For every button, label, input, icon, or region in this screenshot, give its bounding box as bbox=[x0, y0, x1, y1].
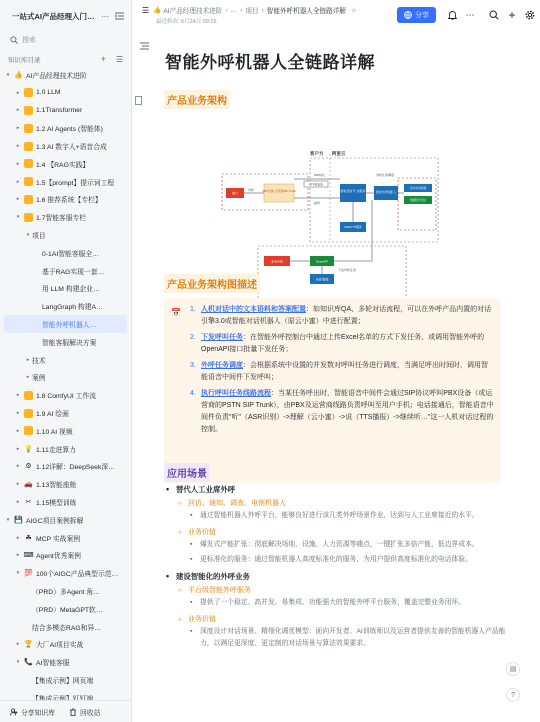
sidebar-item[interactable] bbox=[0, 547, 131, 565]
diagram-edge-sip: SIP协议 bbox=[314, 173, 325, 177]
folder-icon bbox=[24, 142, 33, 151]
scene-group bbox=[178, 525, 506, 539]
chevron-right-icon[interactable]: ▸ bbox=[26, 356, 30, 363]
sidebar-item-label: 1.12详解：DeepSeek深… bbox=[36, 464, 115, 472]
emoji-icon: ⚙ bbox=[25, 463, 32, 471]
diagram-edge-connect: 接听 bbox=[314, 201, 321, 205]
sidebar-header bbox=[0, 0, 131, 32]
callout-item-body: ：会根据系统中设置的并发数对呼叫任务进行调度，当满足呼出时间时，调用智能语音中间件下发呼叫； bbox=[201, 362, 488, 381]
folder-icon bbox=[24, 195, 33, 204]
callout-item-heading[interactable]: 执行呼叫任务线路流程 bbox=[201, 390, 271, 397]
sidebar-item[interactable] bbox=[0, 119, 131, 137]
diagram-edge-create-task: 下发外呼任务 bbox=[338, 268, 357, 272]
sidebar-item-label: 基于RAG实现一套… bbox=[42, 268, 105, 276]
sidebar-item-label: 1.4 【RAG实践】 bbox=[36, 161, 90, 169]
sidebar-item-label: 1.9 AI 绘画 bbox=[36, 411, 69, 419]
bullet-icon: • bbox=[166, 571, 170, 581]
scene-point-text: 提供了一个稳定、高并发、易集成、功能强大的智能外呼平台服务，覆盖完整业务闭环。 bbox=[200, 599, 466, 606]
hamburger-icon[interactable]: ☰ bbox=[142, 5, 150, 15]
sidebar-item-label: LangGraph 构建A… bbox=[42, 304, 103, 312]
sidebar-item[interactable] bbox=[0, 511, 131, 529]
sidebar-item-label: （PRD）MetaGPT软… bbox=[32, 606, 103, 614]
scene-title bbox=[166, 569, 506, 583]
crumb-current[interactable]: 智能外呼机器人全链路详解 bbox=[266, 8, 346, 15]
chevron-right-icon[interactable]: ▸ bbox=[16, 534, 20, 541]
bullet-icon: ◦ bbox=[178, 498, 182, 508]
bullet-icon: ▪ bbox=[190, 556, 193, 563]
chevron-right-icon[interactable]: ▸ bbox=[16, 481, 20, 488]
document bbox=[132, 30, 532, 722]
chevron-right-icon[interactable]: ▸ bbox=[16, 178, 20, 185]
breadcrumb: ☰ 👍 AI产品经理技术进阶 › … › 项目 › 智能外呼机器人全链路详解 ☆ bbox=[142, 5, 357, 15]
sidebar-item[interactable] bbox=[0, 671, 131, 689]
chevron-right-icon[interactable]: ▸ bbox=[16, 410, 20, 417]
sidebar-item-label: 1.15模型训练 bbox=[36, 500, 77, 508]
add-icon[interactable]: + bbox=[508, 8, 516, 22]
sidebar-item[interactable] bbox=[0, 280, 131, 298]
diagram-edge-outbound: 外呼 bbox=[248, 188, 255, 192]
callout-item bbox=[190, 332, 494, 356]
sidebar-item-label: MCP 实战案例 bbox=[36, 535, 81, 543]
sidebar-item[interactable] bbox=[0, 155, 131, 173]
scene-point-text: 爆发式产能扩张：彻底解决场地、设施、人力资源等痛点，一键扩张多倍产能，低边界成本。 bbox=[200, 541, 479, 548]
diagram-node-trunk-label: PBX设备/ 运营商SIP Trunk bbox=[262, 189, 296, 193]
folder-icon bbox=[24, 124, 33, 133]
sidebar-item-label: 1.13智能座舱 bbox=[36, 482, 77, 490]
heading-scenes: 应用场景 bbox=[164, 463, 210, 482]
sidebar-item[interactable] bbox=[0, 564, 131, 582]
emoji-icon: 💯 bbox=[24, 570, 33, 578]
callout-item-body: ：当某任务呼出时，智能语音中间件会通过SIP协议呼叫PBX设备（或运营商的PSTN SIP Trunk），由PBX及运营商线路负责呼叫至用户手机；电话接通后，智能语音中间件负责"听"（ASR识别）->理解（云小蜜）->说（TTS播报）->继续听…"这一人机对话过程的控制。 bbox=[201, 390, 494, 433]
sidebar-item-label: 用 LLM 构建企业… bbox=[42, 286, 100, 294]
share-wiki-icon bbox=[10, 708, 18, 716]
share-icon bbox=[404, 11, 412, 19]
scene-point-text: 更标准化的服务：通过智能机器人高度标准化的服务，为用户提供高度标准化的电话体验。 bbox=[200, 556, 472, 563]
diagram-node-engine bbox=[340, 184, 366, 202]
bullet-icon: ◦ bbox=[178, 614, 182, 624]
callout-item-heading[interactable]: 下发呼叫任务 bbox=[201, 334, 243, 341]
sidebar-item-label: 1.0 LLM bbox=[36, 89, 61, 97]
sidebar-item[interactable] bbox=[0, 653, 131, 671]
sidebar-item-label: AI智能客服 bbox=[36, 660, 70, 668]
scene-point bbox=[190, 510, 506, 522]
folder-icon bbox=[24, 106, 33, 115]
sidebar-item[interactable] bbox=[0, 422, 131, 440]
scene-point bbox=[190, 554, 506, 566]
scene-group bbox=[178, 583, 506, 597]
sidebar-item-label: 案例 bbox=[32, 375, 46, 383]
sidebar-item-label: 0-1AI智能客服全… bbox=[42, 250, 100, 258]
callout-item bbox=[190, 388, 494, 436]
gear-icon[interactable] bbox=[522, 7, 538, 23]
emoji-icon: 💡 bbox=[24, 445, 33, 453]
callout-item bbox=[190, 360, 494, 384]
sidebar-item[interactable] bbox=[0, 84, 131, 102]
bullet-icon: ▪ bbox=[190, 512, 193, 519]
scenes-list bbox=[166, 482, 506, 653]
scene-point bbox=[190, 626, 506, 650]
scene-title bbox=[166, 482, 506, 496]
sidebar-item[interactable] bbox=[0, 529, 131, 547]
outline-icon[interactable] bbox=[140, 42, 149, 52]
chevron-right-icon[interactable]: ▸ bbox=[16, 552, 20, 559]
scene-group-text: 业务价值 bbox=[188, 616, 216, 623]
search-icon bbox=[10, 36, 18, 44]
chevron-right-icon[interactable]: ▸ bbox=[26, 374, 30, 381]
scene-group-text: 平台级智能外呼服务 bbox=[188, 587, 251, 594]
trash-button[interactable] bbox=[69, 707, 100, 717]
sidebar-item[interactable] bbox=[0, 173, 131, 191]
scene-title-text: 建设智能化的外呼业务 bbox=[176, 571, 250, 581]
folder-icon bbox=[24, 409, 33, 418]
callout-item-heading[interactable]: 外呼任务调度 bbox=[201, 362, 243, 369]
sidebar-item[interactable] bbox=[0, 404, 131, 422]
bullet-icon: ▪ bbox=[190, 628, 193, 635]
scene-group-text: 回访、通知、调查、电销机器人 bbox=[188, 500, 286, 507]
sidebar-item-label: AI产品经理技术进阶 bbox=[26, 72, 87, 80]
sidebar-item[interactable] bbox=[0, 102, 131, 120]
trash-label: 回收站 bbox=[79, 709, 101, 717]
sidebar-item-label: 项目 bbox=[32, 233, 46, 241]
sidebar-item[interactable] bbox=[0, 440, 131, 458]
emoji-icon: ✂ bbox=[25, 499, 32, 507]
crumb-root[interactable]: AI产品经理技术进阶 bbox=[163, 8, 223, 15]
sidebar-item-label: 100个AIGC产品典型示范… bbox=[36, 571, 119, 579]
sidebar-item[interactable] bbox=[0, 262, 131, 280]
chevron-right-icon[interactable]: ▸ bbox=[16, 427, 20, 434]
sidebar-item-label: 1.5【prompt】提示词工程 bbox=[36, 179, 115, 187]
share-wiki-label: 分享知识库 bbox=[21, 709, 55, 717]
sidebar-item[interactable] bbox=[0, 475, 131, 493]
bell-icon[interactable] bbox=[444, 7, 460, 23]
chevron-down-icon[interactable]: ▾ bbox=[16, 570, 20, 577]
diagram-node-data-label: 数据报表分析 bbox=[410, 199, 426, 203]
callout-item-number: 1. bbox=[190, 306, 196, 313]
chevron-down-icon[interactable]: ▾ bbox=[26, 232, 30, 239]
list-icon[interactable]: ☰ bbox=[115, 54, 123, 64]
emoji-icon: 🚗 bbox=[24, 481, 33, 489]
sidebar-item[interactable] bbox=[0, 351, 131, 369]
diagram-node-admin-label: 坐席/管理 bbox=[315, 277, 329, 282]
scene-point bbox=[190, 539, 506, 551]
sidebar-item[interactable] bbox=[0, 582, 131, 600]
sidebar-item[interactable] bbox=[4, 315, 127, 333]
callout-item-body: ：如知识库QA、多轮对话流程，可以在外呼产品内置的对话引擎3.0或智能对话机器人（原云小蜜）中进行配置； bbox=[201, 306, 492, 325]
sidebar-search[interactable] bbox=[6, 32, 125, 48]
heading-architecture-desc: 产品业务架构图描述 bbox=[164, 274, 260, 293]
sidebar-item[interactable] bbox=[0, 66, 131, 84]
sidebar-item[interactable] bbox=[0, 636, 131, 654]
diagram-node-trunk bbox=[264, 184, 294, 202]
scene-title-text: 替代人工业席外呼 bbox=[176, 484, 236, 494]
more-options-icon[interactable]: ⋯ bbox=[465, 9, 475, 20]
callout-list bbox=[190, 304, 494, 440]
emoji-icon: 📞 bbox=[24, 659, 33, 667]
callout-item-number: 2. bbox=[190, 334, 196, 341]
trash-icon bbox=[69, 708, 77, 716]
sidebar-item[interactable] bbox=[0, 600, 131, 618]
chevron-right-icon[interactable]: ▸ bbox=[16, 463, 20, 470]
callout-item-number: 4. bbox=[190, 390, 196, 397]
sidebar-item-label: 技术 bbox=[32, 357, 46, 365]
scene-point-text: 通过智能机器人外呼平台，能够良好进行该几类外呼场景作业，达到与人工业席接近的水平。 bbox=[200, 512, 479, 519]
sidebar-item[interactable] bbox=[0, 618, 131, 636]
sidebar-item-label: 1.1Transformer bbox=[36, 106, 83, 114]
diagram-outbound-dispatch: 外呼任务调度 bbox=[376, 173, 395, 177]
chevron-right-icon[interactable]: ▸ bbox=[16, 641, 20, 648]
sidebar-item-label: Agent优秀案例 bbox=[36, 553, 81, 561]
wiki-title[interactable]: 一站式AI产品经理入门… bbox=[12, 11, 95, 21]
bullet-icon: ▪ bbox=[190, 599, 193, 606]
sidebar-item-label: 结合多模态RAG和异… bbox=[32, 624, 102, 632]
emoji-icon: 👍 bbox=[14, 71, 23, 79]
search-placeholder: 搜索 bbox=[22, 37, 36, 44]
sidebar-item-label: 1.10 AI 视频 bbox=[36, 428, 73, 436]
callout-item-body: ：在智能外呼控制台中通过上传Excel名单的方式下发任务、或调用智能外呼的OpenAPI接口批量下发任务； bbox=[201, 334, 485, 353]
chevron-right-icon[interactable]: ▸ bbox=[16, 160, 20, 167]
sidebar-item[interactable] bbox=[0, 244, 131, 262]
bullet-icon: ◦ bbox=[178, 585, 182, 595]
chevron-right-icon[interactable]: ▸ bbox=[16, 143, 20, 150]
chevron-right-icon[interactable]: ▸ bbox=[16, 499, 20, 506]
share-button[interactable] bbox=[397, 7, 436, 23]
sidebar-item[interactable] bbox=[0, 226, 131, 244]
sidebar-item[interactable] bbox=[0, 386, 131, 404]
chevron-down-icon[interactable]: ▾ bbox=[6, 516, 10, 523]
bullet-icon: ▪ bbox=[190, 541, 193, 548]
diagram-node-openapi-label: OpenAPI bbox=[315, 259, 329, 264]
sidebar-item[interactable] bbox=[0, 493, 131, 511]
sidebar-item-label: 智能外呼机器人… bbox=[42, 322, 97, 330]
crumb-ellipsis[interactable]: … bbox=[230, 6, 238, 14]
sidebar-item-label: （PRD）多Agent 角… bbox=[32, 589, 100, 596]
folder-icon bbox=[24, 88, 33, 97]
emoji-icon: 🏆 bbox=[24, 641, 33, 649]
crumb-project[interactable]: 项目 bbox=[245, 8, 259, 15]
sidebar-item-label: 1.3 AI 数字人+语音合成 bbox=[36, 144, 107, 152]
diagram-node-bot-label: 智能外呼机器 人 bbox=[375, 190, 397, 194]
chevron-right-icon[interactable]: ▸ bbox=[16, 445, 20, 452]
sidebar-footer bbox=[0, 700, 131, 722]
share-wiki-button[interactable] bbox=[10, 707, 55, 717]
sidebar-item[interactable] bbox=[0, 137, 131, 155]
sidebar-item-label: AIGC项目案例拆解 bbox=[26, 517, 84, 525]
chevron-down-icon[interactable]: ▾ bbox=[16, 659, 20, 666]
scene-point bbox=[190, 597, 506, 609]
sidebar bbox=[0, 0, 132, 722]
diagram-label-client: 客户方 bbox=[310, 151, 324, 156]
folder-icon bbox=[24, 391, 33, 400]
comment-icon[interactable]: ▤ bbox=[506, 662, 520, 676]
callout-item-number: 3. bbox=[190, 362, 196, 369]
chevron-down-icon[interactable]: ▾ bbox=[6, 71, 10, 78]
sidebar-item-label: 1.11走进算力 bbox=[36, 446, 76, 454]
diagram-node-engine-label: 智能语音平 台服务 bbox=[340, 189, 366, 193]
callout-item bbox=[190, 304, 494, 328]
callout-item-heading[interactable]: 人机对话中的文本语料和答案配置 bbox=[201, 306, 306, 313]
bullet-icon: ◦ bbox=[178, 527, 182, 537]
callout-block bbox=[164, 298, 500, 483]
heading-architecture: 产品业务架构 bbox=[164, 90, 230, 109]
scene-group-text: 业务价值 bbox=[188, 529, 216, 536]
chevron-right-icon[interactable]: ▸ bbox=[16, 196, 20, 203]
sidebar-item[interactable] bbox=[0, 191, 131, 209]
help-icon[interactable]: ? bbox=[506, 688, 520, 702]
chevron-down-icon[interactable]: ▾ bbox=[16, 214, 20, 221]
diagram-node-crm-label: 业务系统 bbox=[270, 259, 284, 264]
page-title: 智能外呼机器人全链路详解 bbox=[165, 53, 375, 72]
sidebar-item[interactable] bbox=[0, 208, 131, 226]
chevron-right-icon[interactable]: ▸ bbox=[16, 125, 20, 132]
folder-icon bbox=[24, 177, 33, 186]
bullet-icon: • bbox=[166, 484, 170, 494]
star-icon[interactable]: ☆ bbox=[350, 7, 357, 14]
sidebar-item-label: 智能客服解决方案 bbox=[42, 339, 97, 347]
diagram-label-cloud: 阿里云 bbox=[332, 151, 346, 156]
emoji-icon: 💾 bbox=[14, 516, 23, 524]
search-icon[interactable] bbox=[486, 7, 502, 23]
more-icon[interactable]: ⋯ bbox=[101, 11, 109, 21]
diagram-node-nlu-label: 话术/对话管理 bbox=[409, 187, 427, 191]
sidebar-item-label: 1.2 AI Agents (智能体) bbox=[36, 126, 103, 134]
sidebar-item-label: 1.8 ComfyUI 工作流 bbox=[36, 393, 97, 401]
scene-group bbox=[178, 612, 506, 626]
sidebar-item[interactable] bbox=[0, 297, 131, 315]
sidebar-item-label: 【集成示例】网页端 bbox=[32, 677, 94, 685]
chevron-right-icon[interactable]: ▸ bbox=[16, 107, 20, 114]
sidebar-item-label: 1.6 推荐系统【专栏】 bbox=[36, 197, 102, 205]
collapse-sidebar-icon[interactable] bbox=[113, 10, 125, 22]
sidebar-item[interactable] bbox=[0, 458, 131, 476]
folder-icon bbox=[24, 213, 33, 222]
chevron-right-icon[interactable]: ▸ bbox=[16, 89, 20, 96]
emoji-icon: ⌨ bbox=[23, 552, 34, 560]
section-label: 知识库目录 bbox=[8, 56, 41, 64]
diagram-node-asr-label: ASR/TTS服务 bbox=[344, 225, 362, 230]
last-modified: 最近修改: 6月24日 09:25 bbox=[156, 19, 217, 25]
sidebar-item-label: 大厂AI项目实战 bbox=[36, 642, 84, 650]
folder-icon bbox=[24, 426, 33, 435]
top-bar bbox=[132, 0, 540, 30]
diagram-node-agent-label: 客户 bbox=[231, 191, 239, 196]
sidebar-item[interactable] bbox=[0, 333, 131, 351]
sidebar-tree bbox=[0, 66, 131, 707]
emoji-icon: ☘ bbox=[25, 534, 32, 542]
thumbs-up-icon: 👍 bbox=[153, 7, 162, 14]
diagram-edge-rtp: RTP语音流 bbox=[309, 182, 323, 187]
add-icon[interactable]: + bbox=[100, 54, 106, 64]
folder-icon bbox=[24, 159, 33, 168]
sidebar-item-label: 1.7智能客服专栏 bbox=[36, 215, 87, 223]
callout-icon: 📅 bbox=[171, 308, 181, 317]
sidebar-item[interactable] bbox=[0, 369, 131, 387]
scene-point-text: 深度设计对话场景、精细化调优模型：面向开发者、AI训练师以及运营者提供友善的智能机器人产品能力，以满足更深度、更定制的对话场景与算法效果要求。 bbox=[200, 628, 506, 647]
scene-group bbox=[178, 496, 506, 510]
share-label: 分享 bbox=[415, 12, 429, 19]
chevron-right-icon[interactable]: ▸ bbox=[16, 392, 20, 399]
